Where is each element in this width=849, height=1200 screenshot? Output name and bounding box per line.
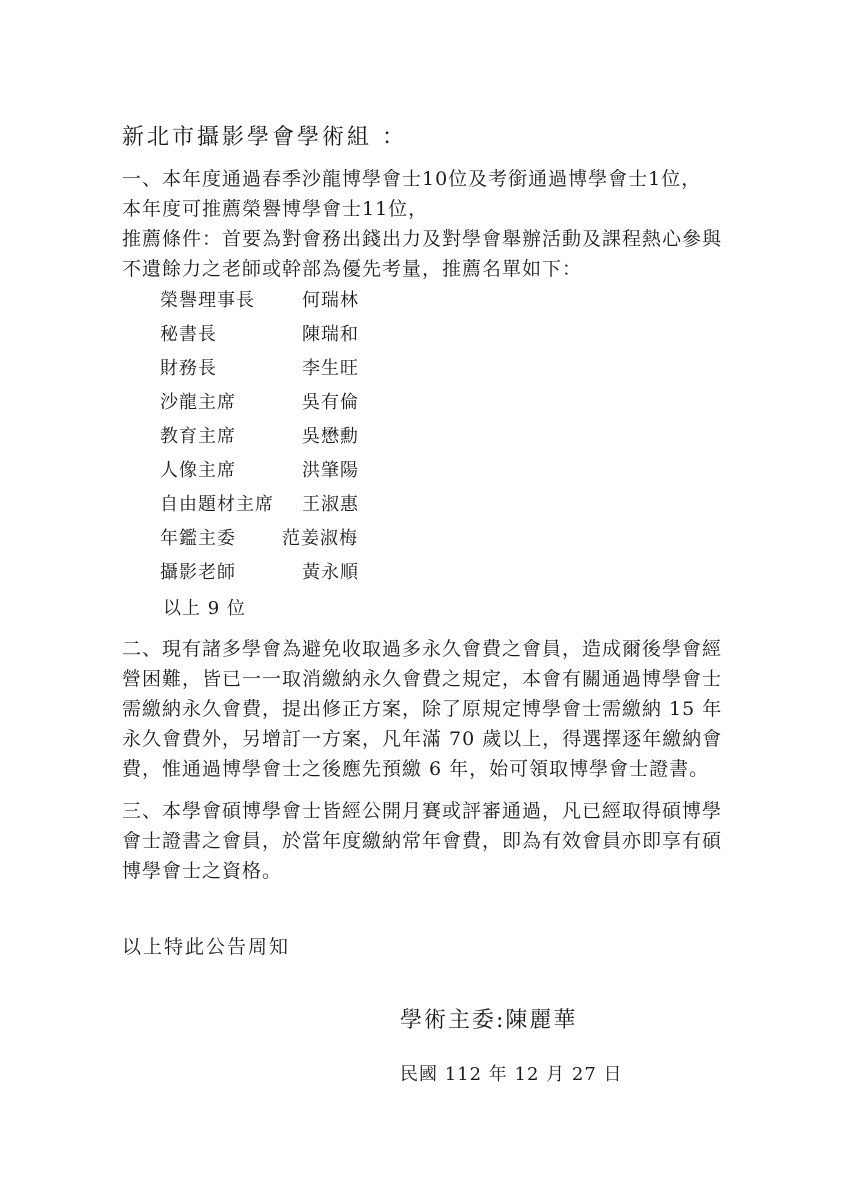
nominee-title: 財務長 (160, 358, 217, 379)
nominee-list (160, 284, 520, 590)
nominee-title: 攝影老師 (160, 562, 236, 583)
section-3-line: 會士證書之會員，於當年度繳納常年會費，即為有效會員亦即享有碩 (122, 830, 723, 852)
nominee-name: 范姜淑梅 (282, 528, 358, 549)
nominee-row (160, 556, 520, 590)
document-title: 新北市攝影學會學術組 ： (122, 125, 407, 150)
closing-statement: 以上特此公告周知 (122, 936, 291, 958)
section-2-line: 二、現有諸多學會為避免收取過多永久會費之會員，造成爾後學會經 (122, 638, 723, 660)
section-2-line: 營困難，皆已一一取消繳納永久會費之規定，本會有關通過博學會士 (122, 668, 723, 690)
section-1-line: 推薦條件：首要為對會務出錢出力及對學會舉辦活動及課程熱心參與 (122, 228, 723, 250)
nominee-name: 王淑惠 (302, 494, 359, 515)
nominee-title: 教育主席 (160, 426, 236, 447)
section-3-line: 博學會士之資格。 (122, 860, 283, 882)
nominee-title: 人像主席 (160, 460, 236, 481)
nominee-name: 吳有倫 (302, 392, 359, 413)
nominee-name: 黃永順 (302, 562, 359, 583)
signature-line: 學術主委:陳麗華 (400, 1008, 578, 1033)
section-1-line: 不遺餘力之老師或幹部為優先考量，推薦名單如下： (122, 258, 583, 280)
nominee-row (160, 386, 520, 420)
section-3 (122, 796, 742, 886)
section-2-line: 永久會費外，另增訂一方案，凡年滿 70 歲以上，得選擇逐年繳納會 (122, 728, 723, 750)
nominee-count: 以上 9 位 (163, 598, 246, 619)
nominee-title: 自由題材主席 (160, 494, 274, 515)
section-3-line: 三、本學會碩博學會士皆經公開月賽或評審通過，凡已經取得碩博學 (122, 800, 723, 822)
nominee-title: 年鑑主委 (160, 528, 236, 549)
nominee-name: 洪肇陽 (302, 460, 359, 481)
section-2-line: 費，惟通過博學會士之後應先預繳 6 年，始可領取博學會士證書。 (122, 758, 710, 780)
nominee-row (160, 352, 520, 386)
nominee-row (160, 420, 520, 454)
nominee-row (160, 318, 520, 352)
nominee-name: 吳懋勳 (302, 426, 359, 447)
nominee-row (160, 522, 520, 556)
document-date: 民國 112 年 12 月 27 日 (400, 1064, 623, 1085)
nominee-row (160, 454, 520, 488)
nominee-name: 李生旺 (302, 358, 359, 379)
nominee-row (160, 284, 520, 318)
nominee-row (160, 488, 520, 522)
nominee-name: 陳瑞和 (302, 324, 359, 345)
section-2 (122, 634, 742, 784)
section-1-line: 本年度可推薦榮譽博學會士11位， (122, 198, 429, 220)
nominee-title: 秘書長 (160, 324, 217, 345)
nominee-title: 沙龍主席 (160, 392, 236, 413)
section-1 (122, 164, 742, 284)
nominee-title: 榮譽理事長 (160, 290, 255, 311)
section-2-line: 需繳納永久會費，提出修正方案，除了原規定博學會士需繳納 15 年 (122, 698, 723, 720)
section-1-line: 一、本年度通過春季沙龍博學會士10位及考銜通過博學會士1位， (122, 168, 702, 190)
nominee-name: 何瑞林 (302, 290, 359, 311)
